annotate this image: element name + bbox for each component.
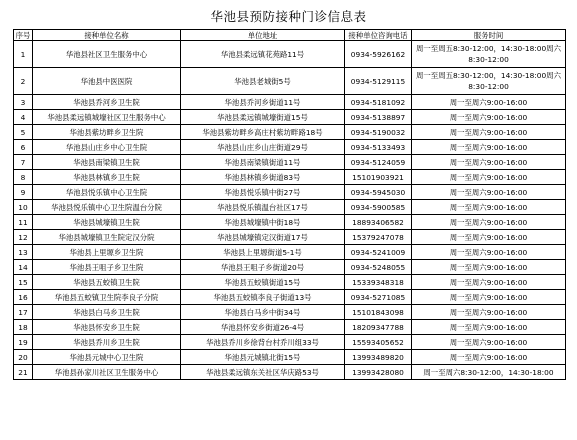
table-row (14, 68, 566, 95)
table-header-row (14, 30, 566, 41)
cell-unit-name: 华池县悦乐镇中心卫生院 (33, 185, 181, 200)
cell-address: 华池县五蛟镇李良子街道13号 (181, 290, 345, 305)
cell-address: 华池县老城街5号 (181, 68, 345, 95)
cell-service-time: 周一至周六9:00-16:00 (412, 350, 566, 365)
table-body (14, 41, 566, 380)
cell-number: 8 (14, 170, 33, 185)
cell-unit-name: 华池县社区卫生服务中心 (33, 41, 181, 68)
cell-service-time: 周一至周六9:00-16:00 (412, 155, 566, 170)
table-row (14, 305, 566, 320)
cell-unit-name: 华池县孙家川社区卫生服务中心 (33, 365, 181, 380)
cell-service-time: 周一至周六9:00-16:00 (412, 125, 566, 140)
cell-service-time: 周一至周六9:00-16:00 (412, 170, 566, 185)
cell-phone: 0934-5133493 (345, 140, 412, 155)
cell-unit-name: 华池县城壕镇卫生院定汉分院 (33, 230, 181, 245)
cell-phone: 0934-5900585 (345, 200, 412, 215)
table-row (14, 260, 566, 275)
table-row (14, 110, 566, 125)
table-row (14, 215, 566, 230)
cell-number: 16 (14, 290, 33, 305)
cell-number: 3 (14, 95, 33, 110)
cell-unit-name: 华池县林镇乡卫生院 (33, 170, 181, 185)
cell-number: 18 (14, 320, 33, 335)
table-row (14, 335, 566, 350)
cell-address: 华池县悦乐镇中街27号 (181, 185, 345, 200)
cell-service-time: 周一至周六9:00-16:00 (412, 245, 566, 260)
cell-phone: 0934-5190032 (345, 125, 412, 140)
cell-service-time: 周一至周五8:30-12:00，14:30-18:00周六8:30-12:00 (412, 68, 566, 95)
table-row (14, 365, 566, 380)
cell-service-time: 周一至周六9:00-16:00 (412, 335, 566, 350)
cell-number: 4 (14, 110, 33, 125)
cell-service-time: 周一至周六9:00-16:00 (412, 290, 566, 305)
cell-service-time: 周一至周六9:00-16:00 (412, 110, 566, 125)
cell-service-time: 周一至周六9:00-16:00 (412, 305, 566, 320)
cell-service-time: 周一至周六9:00-16:00 (412, 320, 566, 335)
table-row (14, 170, 566, 185)
column-header-address: 单位地址 (181, 30, 345, 41)
cell-unit-name: 华池县柔远镇城壕社区卫生服务中心 (33, 110, 181, 125)
cell-number: 13 (14, 245, 33, 260)
cell-address: 华池县柔远镇东关社区华庆路53号 (181, 365, 345, 380)
cell-unit-name: 华池县上里塬乡卫生院 (33, 245, 181, 260)
cell-phone: 0934-5241009 (345, 245, 412, 260)
cell-number: 11 (14, 215, 33, 230)
cell-number: 6 (14, 140, 33, 155)
cell-service-time: 周一至周六9:00-16:00 (412, 230, 566, 245)
cell-number: 9 (14, 185, 33, 200)
cell-phone: 0934-5271085 (345, 290, 412, 305)
table-row (14, 275, 566, 290)
cell-address: 华池县怀安乡街道26-4号 (181, 320, 345, 335)
cell-unit-name: 华池县紫坊畔乡卫生院 (33, 125, 181, 140)
cell-phone: 0934-5945030 (345, 185, 412, 200)
cell-address: 华池县城壕镇中街18号 (181, 215, 345, 230)
cell-unit-name: 华池县乔川乡卫生院 (33, 335, 181, 350)
column-header-unit-name: 接种单位名称 (33, 30, 181, 41)
cell-phone: 0934-5124059 (345, 155, 412, 170)
cell-service-time: 周一至周六9:00-16:00 (412, 95, 566, 110)
cell-number: 17 (14, 305, 33, 320)
cell-address: 华池县城壕镇定汉街道17号 (181, 230, 345, 245)
table-row (14, 245, 566, 260)
cell-address: 华池县紫坊畔乡高庄村紫坊畔路18号 (181, 125, 345, 140)
column-header-phone: 接种单位咨询电话 (345, 30, 412, 41)
table-row (14, 155, 566, 170)
cell-phone: 18893406582 (345, 215, 412, 230)
cell-number: 19 (14, 335, 33, 350)
cell-address: 华池县山庄乡山庄街道29号 (181, 140, 345, 155)
cell-unit-name: 华池县乔河乡卫生院 (33, 95, 181, 110)
cell-unit-name: 华池县五蛟镇卫生院 (33, 275, 181, 290)
cell-service-time: 周一至周五8:30-12:00，14:30-18:00周六8:30-12:00 (412, 41, 566, 68)
cell-unit-name: 华池县城壕镇卫生院 (33, 215, 181, 230)
column-header-service-time: 服务时间 (412, 30, 566, 41)
cell-address: 华池县柔远镇城壕街道15号 (181, 110, 345, 125)
cell-phone: 13993428080 (345, 365, 412, 380)
cell-address: 华池县乔河乡街道11号 (181, 95, 345, 110)
cell-phone: 15593405652 (345, 335, 412, 350)
cell-phone: 0934-5138897 (345, 110, 412, 125)
cell-phone: 15339348318 (345, 275, 412, 290)
table-row (14, 200, 566, 215)
cell-service-time: 周一至周六9:00-16:00 (412, 275, 566, 290)
table-row (14, 185, 566, 200)
cell-phone: 15379247078 (345, 230, 412, 245)
cell-service-time: 周一至周六9:00-16:00 (412, 260, 566, 275)
cell-number: 14 (14, 260, 33, 275)
cell-address: 华池县悦乐镇温台社区17号 (181, 200, 345, 215)
cell-address: 华池县元城镇北街15号 (181, 350, 345, 365)
table-row (14, 290, 566, 305)
cell-unit-name: 华池县王咀子乡卫生院 (33, 260, 181, 275)
cell-unit-name: 华池县五蛟镇卫生院李良子分院 (33, 290, 181, 305)
cell-number: 12 (14, 230, 33, 245)
cell-unit-name: 华池县白马乡卫生院 (33, 305, 181, 320)
table-row (14, 350, 566, 365)
cell-address: 华池县五蛟镇街道15号 (181, 275, 345, 290)
cell-number: 10 (14, 200, 33, 215)
cell-phone: 15101903921 (345, 170, 412, 185)
cell-unit-name: 华池县山庄乡中心卫生院 (33, 140, 181, 155)
cell-address: 华池县乔川乡徐背台村乔川组33号 (181, 335, 345, 350)
cell-address: 华池县白马乡中街34号 (181, 305, 345, 320)
cell-phone: 0934-5129115 (345, 68, 412, 95)
table-row (14, 41, 566, 68)
cell-service-time: 周一至周六9:00-16:00 (412, 200, 566, 215)
cell-phone: 0934-5926162 (345, 41, 412, 68)
cell-service-time: 周一至周六9:00-16:00 (412, 215, 566, 230)
cell-unit-name: 华池县元城中心卫生院 (33, 350, 181, 365)
column-header-number: 序号 (14, 30, 33, 41)
table-row (14, 230, 566, 245)
cell-service-time: 周一至周六9:00-16:00 (412, 185, 566, 200)
cell-unit-name: 华池县南梁镇卫生院 (33, 155, 181, 170)
cell-address: 华池县柔远镇花苑路11号 (181, 41, 345, 68)
table-row (14, 125, 566, 140)
cell-phone: 15101843098 (345, 305, 412, 320)
cell-unit-name: 华池县怀安乡卫生院 (33, 320, 181, 335)
cell-address: 华池县王咀子乡街道20号 (181, 260, 345, 275)
cell-unit-name: 华池县中医医院 (33, 68, 181, 95)
cell-service-time: 周一至周六8:30-12:00，14:30-18:00 (412, 365, 566, 380)
cell-service-time: 周一至周六9:00-16:00 (412, 140, 566, 155)
cell-phone: 0934-5181092 (345, 95, 412, 110)
cell-number: 15 (14, 275, 33, 290)
table-row (14, 140, 566, 155)
cell-number: 7 (14, 155, 33, 170)
cell-number: 1 (14, 41, 33, 68)
cell-address: 华池县南梁镇街道11号 (181, 155, 345, 170)
cell-phone: 18209347788 (345, 320, 412, 335)
vaccination-clinic-table (13, 29, 566, 380)
table-row (14, 95, 566, 110)
cell-phone: 13993489820 (345, 350, 412, 365)
page-title: 华池县预防接种门诊信息表 (210, 9, 367, 24)
cell-phone: 0934-5248055 (345, 260, 412, 275)
cell-number: 21 (14, 365, 33, 380)
cell-address: 华池县上里塬街道5-1号 (181, 245, 345, 260)
cell-unit-name: 华池县悦乐镇中心卫生院温台分院 (33, 200, 181, 215)
cell-number: 2 (14, 68, 33, 95)
cell-number: 20 (14, 350, 33, 365)
cell-address: 华池县林镇乡街道83号 (181, 170, 345, 185)
cell-number: 5 (14, 125, 33, 140)
table-row (14, 320, 566, 335)
